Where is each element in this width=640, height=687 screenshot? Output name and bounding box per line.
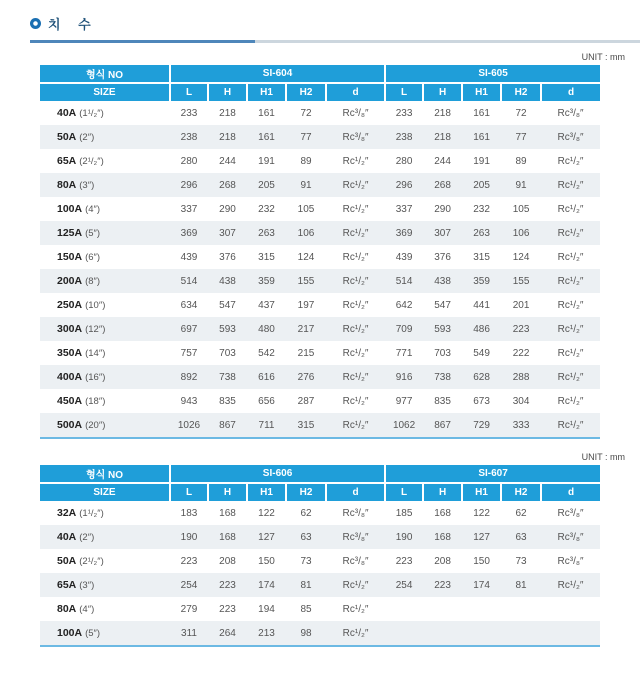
value-cell: Rc¹/₂″: [342, 251, 369, 263]
value-cell: Rc¹/₂″: [557, 251, 584, 263]
table-row: [40, 293, 600, 317]
value-cell: 208: [434, 555, 451, 567]
value-cell: 593: [434, 323, 451, 335]
value-cell: 223: [180, 555, 198, 567]
value-cell: 205: [258, 179, 275, 191]
title-underline-accent: [30, 40, 255, 43]
size-cell: 250A (10″): [57, 299, 106, 311]
header-model-si605: SI-605: [385, 65, 600, 83]
header-model-si606: SI-606: [170, 465, 385, 483]
value-cell: 208: [219, 555, 236, 567]
value-cell: 642: [395, 299, 413, 311]
value-cell: 437: [258, 299, 275, 311]
value-cell: Rc³/₈″: [342, 107, 369, 119]
value-cell: Rc¹/₂″: [342, 603, 369, 615]
size-cell: 100A (5″): [57, 627, 101, 639]
value-cell: 276: [297, 371, 315, 383]
size-cell: 500A (20″): [57, 419, 106, 431]
value-cell: 161: [473, 107, 490, 119]
table-row: [40, 365, 600, 389]
value-cell: 656: [258, 395, 275, 407]
header-col-h2: H2: [501, 83, 541, 101]
value-cell: 161: [258, 131, 275, 143]
value-cell: 263: [258, 227, 275, 239]
table-row: [40, 317, 600, 341]
table-row: [40, 525, 600, 549]
value-cell: 223: [395, 555, 413, 567]
value-cell: 218: [434, 107, 451, 119]
value-cell: 333: [512, 419, 530, 431]
value-cell: 185: [395, 507, 413, 519]
header-col-h2: H2: [501, 483, 541, 501]
value-cell: Rc¹/₂″: [342, 627, 369, 639]
value-cell: 514: [180, 275, 198, 287]
value-cell: 359: [473, 275, 490, 287]
value-cell: 1026: [177, 419, 201, 431]
value-cell: 127: [258, 531, 275, 543]
value-cell: Rc¹/₂″: [557, 227, 584, 239]
value-cell: 218: [219, 131, 236, 143]
value-cell: 315: [258, 251, 275, 263]
value-cell: 105: [297, 203, 315, 215]
header-col-d: d: [326, 83, 385, 101]
table-row: [40, 621, 600, 646]
value-cell: 290: [434, 203, 451, 215]
value-cell: Rc¹/₂″: [557, 395, 584, 407]
size-cell: 50A (2″): [57, 131, 95, 143]
value-cell: 81: [300, 579, 312, 591]
value-cell: 73: [515, 555, 527, 567]
value-cell: [541, 621, 600, 646]
value-cell: 124: [512, 251, 530, 263]
value-cell: 161: [258, 107, 275, 119]
value-cell: 703: [434, 347, 451, 359]
header-col-h1: H1: [462, 83, 501, 101]
value-cell: 85: [300, 603, 312, 615]
value-cell: 105: [512, 203, 530, 215]
value-cell: Rc¹/₂″: [342, 579, 369, 591]
table-row: [40, 221, 600, 245]
value-cell: 438: [219, 275, 236, 287]
size-cell: 32A (1¹/₂″): [57, 507, 104, 519]
header-size: SIZE: [40, 83, 170, 101]
header-type-no: 형식 NO: [40, 65, 170, 83]
header-size: SIZE: [40, 483, 170, 501]
table-row: [40, 597, 600, 621]
value-cell: 549: [473, 347, 490, 359]
value-cell: 223: [219, 579, 236, 591]
page-title: 치 수: [48, 17, 98, 32]
value-cell: 307: [219, 227, 236, 239]
value-cell: Rc³/₈″: [342, 131, 369, 143]
value-cell: [423, 597, 462, 621]
value-cell: 486: [473, 323, 490, 335]
value-cell: 634: [180, 299, 198, 311]
value-cell: 439: [180, 251, 198, 263]
table-row: [40, 341, 600, 365]
dimension-table-si606-si607: [40, 465, 600, 647]
page-header: [30, 14, 640, 33]
value-cell: 150: [473, 555, 490, 567]
value-cell: Rc³/₈″: [557, 531, 584, 543]
header-model-si607: SI-607: [385, 465, 600, 483]
value-cell: Rc¹/₂″: [557, 371, 584, 383]
unit-label: UNIT : mm: [581, 452, 625, 462]
size-cell: 40A (2″): [57, 531, 95, 543]
size-cell: 150A (6″): [57, 251, 101, 263]
value-cell: 91: [300, 179, 312, 191]
value-cell: 218: [434, 131, 451, 143]
value-cell: 307: [434, 227, 451, 239]
size-cell: 125A (5″): [57, 227, 101, 239]
value-cell: 280: [395, 155, 413, 167]
value-cell: 168: [219, 507, 236, 519]
value-cell: 547: [434, 299, 451, 311]
header-col-d: d: [541, 483, 600, 501]
value-cell: 280: [180, 155, 198, 167]
value-cell: 168: [219, 531, 236, 543]
header-col-h2: H2: [286, 483, 326, 501]
value-cell: 709: [395, 323, 413, 335]
value-cell: Rc¹/₂″: [342, 203, 369, 215]
value-cell: Rc¹/₂″: [557, 275, 584, 287]
value-cell: 191: [258, 155, 275, 167]
value-cell: Rc³/₈″: [557, 555, 584, 567]
table-row: [40, 245, 600, 269]
value-cell: 835: [219, 395, 236, 407]
value-cell: 673: [473, 395, 490, 407]
value-cell: 63: [515, 531, 527, 543]
value-cell: Rc¹/₂″: [342, 155, 369, 167]
value-cell: Rc³/₈″: [557, 507, 584, 519]
value-cell: Rc³/₈″: [557, 131, 584, 143]
value-cell: 190: [395, 531, 413, 543]
value-cell: 315: [297, 419, 315, 431]
unit-label: UNIT : mm: [581, 52, 625, 62]
value-cell: [501, 597, 541, 621]
value-cell: 376: [434, 251, 451, 263]
value-cell: Rc¹/₂″: [342, 419, 369, 431]
value-cell: Rc¹/₂″: [342, 347, 369, 359]
value-cell: [385, 597, 423, 621]
value-cell: 287: [297, 395, 315, 407]
value-cell: 77: [300, 131, 312, 143]
value-cell: 616: [258, 371, 275, 383]
value-cell: 223: [434, 579, 451, 591]
header-col-h: H: [423, 483, 462, 501]
value-cell: 127: [473, 531, 490, 543]
header-col-h2: H2: [286, 83, 326, 101]
value-cell: 62: [300, 507, 312, 519]
value-cell: Rc³/₈″: [557, 107, 584, 119]
value-cell: 238: [395, 131, 413, 143]
value-cell: Rc¹/₂″: [342, 395, 369, 407]
value-cell: 288: [512, 371, 530, 383]
value-cell: 337: [180, 203, 198, 215]
value-cell: 771: [395, 347, 413, 359]
value-cell: 542: [258, 347, 275, 359]
value-cell: Rc¹/₂″: [342, 299, 369, 311]
value-cell: 703: [219, 347, 236, 359]
table-row: [40, 501, 600, 525]
value-cell: 263: [473, 227, 490, 239]
value-cell: 296: [180, 179, 198, 191]
value-cell: 91: [515, 179, 527, 191]
value-cell: 223: [512, 323, 530, 335]
value-cell: 628: [473, 371, 490, 383]
value-cell: Rc¹/₂″: [557, 299, 584, 311]
circle-dot-icon: [30, 18, 41, 29]
value-cell: 201: [512, 299, 530, 311]
value-cell: [501, 621, 541, 646]
value-cell: 441: [473, 299, 490, 311]
value-cell: Rc¹/₂″: [557, 579, 584, 591]
value-cell: [541, 597, 600, 621]
value-cell: 438: [434, 275, 451, 287]
size-cell: 40A (1¹/₂″): [57, 107, 104, 119]
value-cell: 867: [219, 419, 236, 431]
value-cell: Rc¹/₂″: [557, 323, 584, 335]
size-cell: 65A (3″): [57, 579, 95, 591]
value-cell: 190: [180, 531, 198, 543]
value-cell: 233: [180, 107, 198, 119]
value-cell: 205: [473, 179, 490, 191]
value-cell: 232: [473, 203, 490, 215]
value-cell: 122: [258, 507, 275, 519]
value-cell: 359: [258, 275, 275, 287]
value-cell: 168: [434, 507, 451, 519]
header-col-h: H: [208, 83, 247, 101]
value-cell: 222: [512, 347, 530, 359]
value-cell: 155: [297, 275, 315, 287]
header-model-si604: SI-604: [170, 65, 385, 83]
header-col-l: L: [170, 483, 208, 501]
value-cell: 547: [219, 299, 236, 311]
value-cell: 439: [395, 251, 413, 263]
header-col-l: L: [385, 83, 423, 101]
value-cell: 296: [395, 179, 413, 191]
value-cell: 232: [258, 203, 275, 215]
value-cell: 217: [297, 323, 315, 335]
value-cell: Rc¹/₂″: [342, 323, 369, 335]
header-col-l: L: [170, 83, 208, 101]
size-cell: 50A (2¹/₂″): [57, 555, 104, 567]
table-row: [40, 197, 600, 221]
table-row: [40, 149, 600, 173]
value-cell: 711: [258, 419, 275, 431]
header-col-h1: H1: [247, 483, 286, 501]
value-cell: 757: [180, 347, 198, 359]
value-cell: 161: [473, 131, 490, 143]
value-cell: 916: [395, 371, 413, 383]
size-cell: 80A (4″): [57, 603, 95, 615]
value-cell: 244: [219, 155, 236, 167]
header-col-l: L: [385, 483, 423, 501]
size-cell: 80A (3″): [57, 179, 95, 191]
size-cell: 450A (18″): [57, 395, 106, 407]
value-cell: 62: [515, 507, 527, 519]
value-cell: 268: [219, 179, 236, 191]
value-cell: 892: [180, 371, 198, 383]
value-cell: 304: [512, 395, 530, 407]
value-cell: 89: [515, 155, 527, 167]
header-col-d: d: [541, 83, 600, 101]
value-cell: 124: [297, 251, 315, 263]
value-cell: 977: [395, 395, 413, 407]
value-cell: 72: [300, 107, 312, 119]
value-cell: 218: [219, 107, 236, 119]
header-col-h: H: [423, 83, 462, 101]
value-cell: Rc¹/₂″: [342, 371, 369, 383]
value-cell: 697: [180, 323, 198, 335]
table-row: [40, 549, 600, 573]
size-cell: 100A (4″): [57, 203, 101, 215]
header-col-h: H: [208, 483, 247, 501]
value-cell: 593: [219, 323, 236, 335]
value-cell: Rc³/₈″: [342, 531, 369, 543]
value-cell: 1062: [392, 419, 416, 431]
value-cell: 369: [395, 227, 413, 239]
value-cell: Rc¹/₂″: [557, 347, 584, 359]
value-cell: 254: [180, 579, 198, 591]
value-cell: 77: [515, 131, 527, 143]
table-row: [40, 101, 600, 125]
value-cell: 73: [300, 555, 312, 567]
value-cell: 213: [258, 627, 275, 639]
value-cell: 264: [219, 627, 236, 639]
value-cell: 215: [297, 347, 315, 359]
table-row: [40, 269, 600, 293]
value-cell: 514: [395, 275, 413, 287]
value-cell: [462, 597, 501, 621]
table-row: [40, 413, 600, 438]
value-cell: 81: [515, 579, 527, 591]
value-cell: 194: [258, 603, 275, 615]
dimension-table-si604-si605: [40, 65, 600, 439]
value-cell: Rc¹/₂″: [342, 227, 369, 239]
value-cell: 174: [258, 579, 275, 591]
table-row: [40, 173, 600, 197]
header-col-d: d: [326, 483, 385, 501]
value-cell: 191: [473, 155, 490, 167]
value-cell: Rc¹/₂″: [557, 203, 584, 215]
value-cell: 337: [395, 203, 413, 215]
value-cell: 835: [434, 395, 451, 407]
value-cell: 63: [300, 531, 312, 543]
value-cell: Rc¹/₂″: [557, 419, 584, 431]
value-cell: 738: [219, 371, 236, 383]
value-cell: 729: [473, 419, 490, 431]
value-cell: 244: [434, 155, 451, 167]
value-cell: 174: [473, 579, 490, 591]
table-row: [40, 125, 600, 149]
value-cell: 72: [515, 107, 527, 119]
value-cell: Rc¹/₂″: [557, 179, 584, 191]
value-cell: 738: [434, 371, 451, 383]
table-row: [40, 573, 600, 597]
value-cell: 369: [180, 227, 198, 239]
value-cell: 311: [181, 627, 197, 639]
value-cell: 150: [258, 555, 275, 567]
size-cell: 350A (14″): [57, 347, 106, 359]
value-cell: 867: [434, 419, 451, 431]
size-cell: 300A (12″): [57, 323, 106, 335]
value-cell: 315: [473, 251, 490, 263]
value-cell: Rc¹/₂″: [342, 275, 369, 287]
header-col-h1: H1: [462, 483, 501, 501]
size-cell: 200A (8″): [57, 275, 101, 287]
value-cell: 183: [180, 507, 198, 519]
value-cell: 943: [180, 395, 198, 407]
value-cell: 480: [258, 323, 275, 335]
value-cell: 98: [300, 627, 312, 639]
value-cell: 238: [180, 131, 198, 143]
value-cell: 106: [297, 227, 315, 239]
value-cell: 106: [512, 227, 530, 239]
value-cell: 268: [434, 179, 451, 191]
header-type-no: 형식 NO: [40, 465, 170, 483]
value-cell: [385, 621, 423, 646]
value-cell: 290: [219, 203, 236, 215]
size-cell: 65A (2¹/₂″): [57, 155, 104, 167]
size-cell: 400A (16″): [57, 371, 106, 383]
value-cell: 168: [434, 531, 451, 543]
title-underline: [30, 40, 640, 43]
value-cell: Rc¹/₂″: [557, 155, 584, 167]
value-cell: [462, 621, 501, 646]
value-cell: Rc³/₈″: [342, 507, 369, 519]
table-row: [40, 389, 600, 413]
header-col-h1: H1: [247, 83, 286, 101]
value-cell: 254: [395, 579, 413, 591]
value-cell: Rc¹/₂″: [342, 179, 369, 191]
value-cell: 376: [219, 251, 236, 263]
value-cell: 233: [395, 107, 413, 119]
value-cell: [423, 621, 462, 646]
value-cell: 155: [512, 275, 530, 287]
value-cell: Rc³/₈″: [342, 555, 369, 567]
value-cell: 223: [219, 603, 236, 615]
value-cell: 197: [297, 299, 315, 311]
value-cell: 89: [300, 155, 312, 167]
value-cell: 122: [473, 507, 490, 519]
value-cell: 279: [180, 603, 198, 615]
